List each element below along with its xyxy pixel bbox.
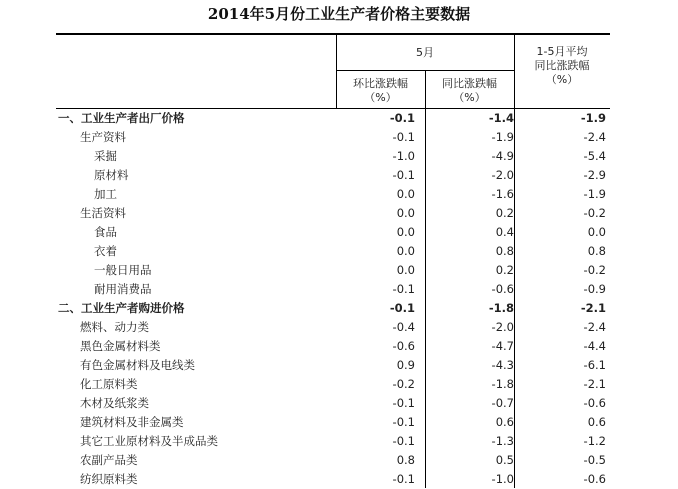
yoy-value: -2.0: [491, 168, 514, 182]
avg-value: -1.9: [580, 111, 606, 125]
mom-value: 0.9: [396, 358, 415, 372]
header-avg-line2: 同比涨跌幅: [534, 59, 590, 72]
row-label: 一般日用品: [94, 263, 152, 277]
row-label: 加工: [94, 187, 117, 201]
yoy-value: 0.2: [495, 206, 514, 220]
table-row: [0, 318, 678, 337]
mom-value: 0.0: [396, 206, 415, 220]
header-mom: [336, 77, 425, 105]
yoy-value: 0.6: [495, 415, 514, 429]
mom-value: 0.8: [396, 453, 415, 467]
yoy-value: 0.4: [495, 225, 514, 239]
avg-value: 0.6: [587, 415, 606, 429]
header-avg-line1: 1-5月平均: [536, 45, 588, 58]
avg-value: -5.4: [583, 149, 606, 163]
yoy-value: -1.6: [491, 187, 514, 201]
table-row: [0, 356, 678, 375]
yoy-value: -4.3: [491, 358, 514, 372]
header-avg-unit: （%）: [545, 73, 579, 86]
avg-value: 0.8: [587, 244, 606, 258]
table-top-rule: [56, 33, 610, 35]
header-yoy-line1: 同比涨跌幅: [442, 77, 497, 90]
mom-value: -0.1: [392, 472, 415, 486]
mom-value: -0.1: [389, 111, 415, 125]
row-label: 农副产品类: [80, 453, 138, 467]
header-mom-unit: （%）: [364, 91, 397, 104]
mom-value: -0.4: [392, 320, 415, 334]
mom-value: -0.1: [392, 282, 415, 296]
yoy-value: -1.8: [488, 301, 514, 315]
table-row: [0, 204, 678, 223]
row-label: 黑色金属材料类: [80, 339, 161, 353]
row-label: 纺织原料类: [80, 472, 138, 486]
row-label: 其它工业原材料及半成品类: [80, 434, 218, 448]
table-row: [0, 147, 678, 166]
row-label: 生活资料: [80, 206, 126, 220]
mom-value: -1.0: [392, 149, 415, 163]
mom-value: -0.1: [392, 396, 415, 410]
avg-value: -0.5: [583, 453, 606, 467]
avg-value: -6.1: [583, 358, 606, 372]
header-yoy-unit: （%）: [453, 91, 486, 104]
table-row: [0, 280, 678, 299]
avg-value: -0.9: [583, 282, 606, 296]
table-row: [0, 394, 678, 413]
table-row: [0, 299, 678, 318]
header-may: 5月: [416, 46, 434, 59]
yoy-value: -0.6: [491, 282, 514, 296]
table-row: [0, 413, 678, 432]
mom-value: 0.0: [396, 187, 415, 201]
table-row: [0, 470, 678, 489]
avg-value: -2.1: [583, 377, 606, 391]
row-label: 建筑材料及非金属类: [80, 415, 184, 429]
yoy-value: 0.5: [495, 453, 514, 467]
row-label: 二、工业生产者购进价格: [58, 301, 185, 315]
yoy-value: -1.9: [491, 130, 514, 144]
table-row: [0, 223, 678, 242]
yoy-value: 0.8: [495, 244, 514, 258]
row-label: 原材料: [94, 168, 129, 182]
avg-value: -1.2: [583, 434, 606, 448]
row-label: 化工原料类: [80, 377, 138, 391]
mom-value: -0.6: [392, 339, 415, 353]
yoy-value: -4.9: [491, 149, 514, 163]
yoy-value: -1.8: [491, 377, 514, 391]
mom-value: -0.1: [392, 415, 415, 429]
avg-value: -4.4: [583, 339, 606, 353]
row-label: 生产资料: [80, 130, 126, 144]
mom-value: 0.0: [396, 263, 415, 277]
row-label: 耐用消费品: [94, 282, 152, 296]
yoy-value: -1.4: [488, 111, 514, 125]
table-row: [0, 451, 678, 470]
table-row: [0, 261, 678, 280]
page-title: 2014年5月份工业生产者价格主要数据: [207, 5, 471, 23]
table-row: [0, 166, 678, 185]
avg-value: -2.9: [583, 168, 606, 182]
avg-value: -0.6: [583, 472, 606, 486]
row-label: 一、工业生产者出厂价格: [58, 111, 185, 125]
row-label: 采掘: [94, 149, 117, 163]
table-row: [0, 242, 678, 261]
header-yoy: [425, 77, 514, 105]
table-row: [0, 128, 678, 147]
header-avg: [514, 45, 610, 87]
avg-value: -0.2: [583, 206, 606, 220]
header-mom-line1: 环比涨跌幅: [353, 77, 408, 90]
mom-value: -0.1: [392, 130, 415, 144]
row-label: 木材及纸浆类: [80, 396, 149, 410]
mom-value: -0.2: [392, 377, 415, 391]
avg-value: -2.1: [580, 301, 606, 315]
avg-value: -0.6: [583, 396, 606, 410]
mom-value: 0.0: [396, 225, 415, 239]
row-label: 燃料、动力类: [80, 320, 149, 334]
yoy-value: 0.2: [495, 263, 514, 277]
avg-value: -0.2: [583, 263, 606, 277]
row-label: 食品: [94, 225, 117, 239]
yoy-value: -1.0: [491, 472, 514, 486]
avg-value: -2.4: [583, 320, 606, 334]
mom-value: 0.0: [396, 244, 415, 258]
table-row: [0, 375, 678, 394]
avg-value: -1.9: [583, 187, 606, 201]
table-row: [0, 185, 678, 204]
mom-value: -0.1: [392, 434, 415, 448]
row-label: 有色金属材料及电线类: [80, 358, 195, 372]
table-row: [0, 109, 678, 128]
table-row: [0, 337, 678, 356]
row-label: 衣着: [94, 244, 117, 258]
table-row: [0, 432, 678, 451]
mom-value: -0.1: [389, 301, 415, 315]
yoy-value: -0.7: [491, 396, 514, 410]
yoy-value: -4.7: [491, 339, 514, 353]
avg-value: -2.4: [583, 130, 606, 144]
mom-value: -0.1: [392, 168, 415, 182]
yoy-value: -1.3: [491, 434, 514, 448]
avg-value: 0.0: [587, 225, 606, 239]
yoy-value: -2.0: [491, 320, 514, 334]
